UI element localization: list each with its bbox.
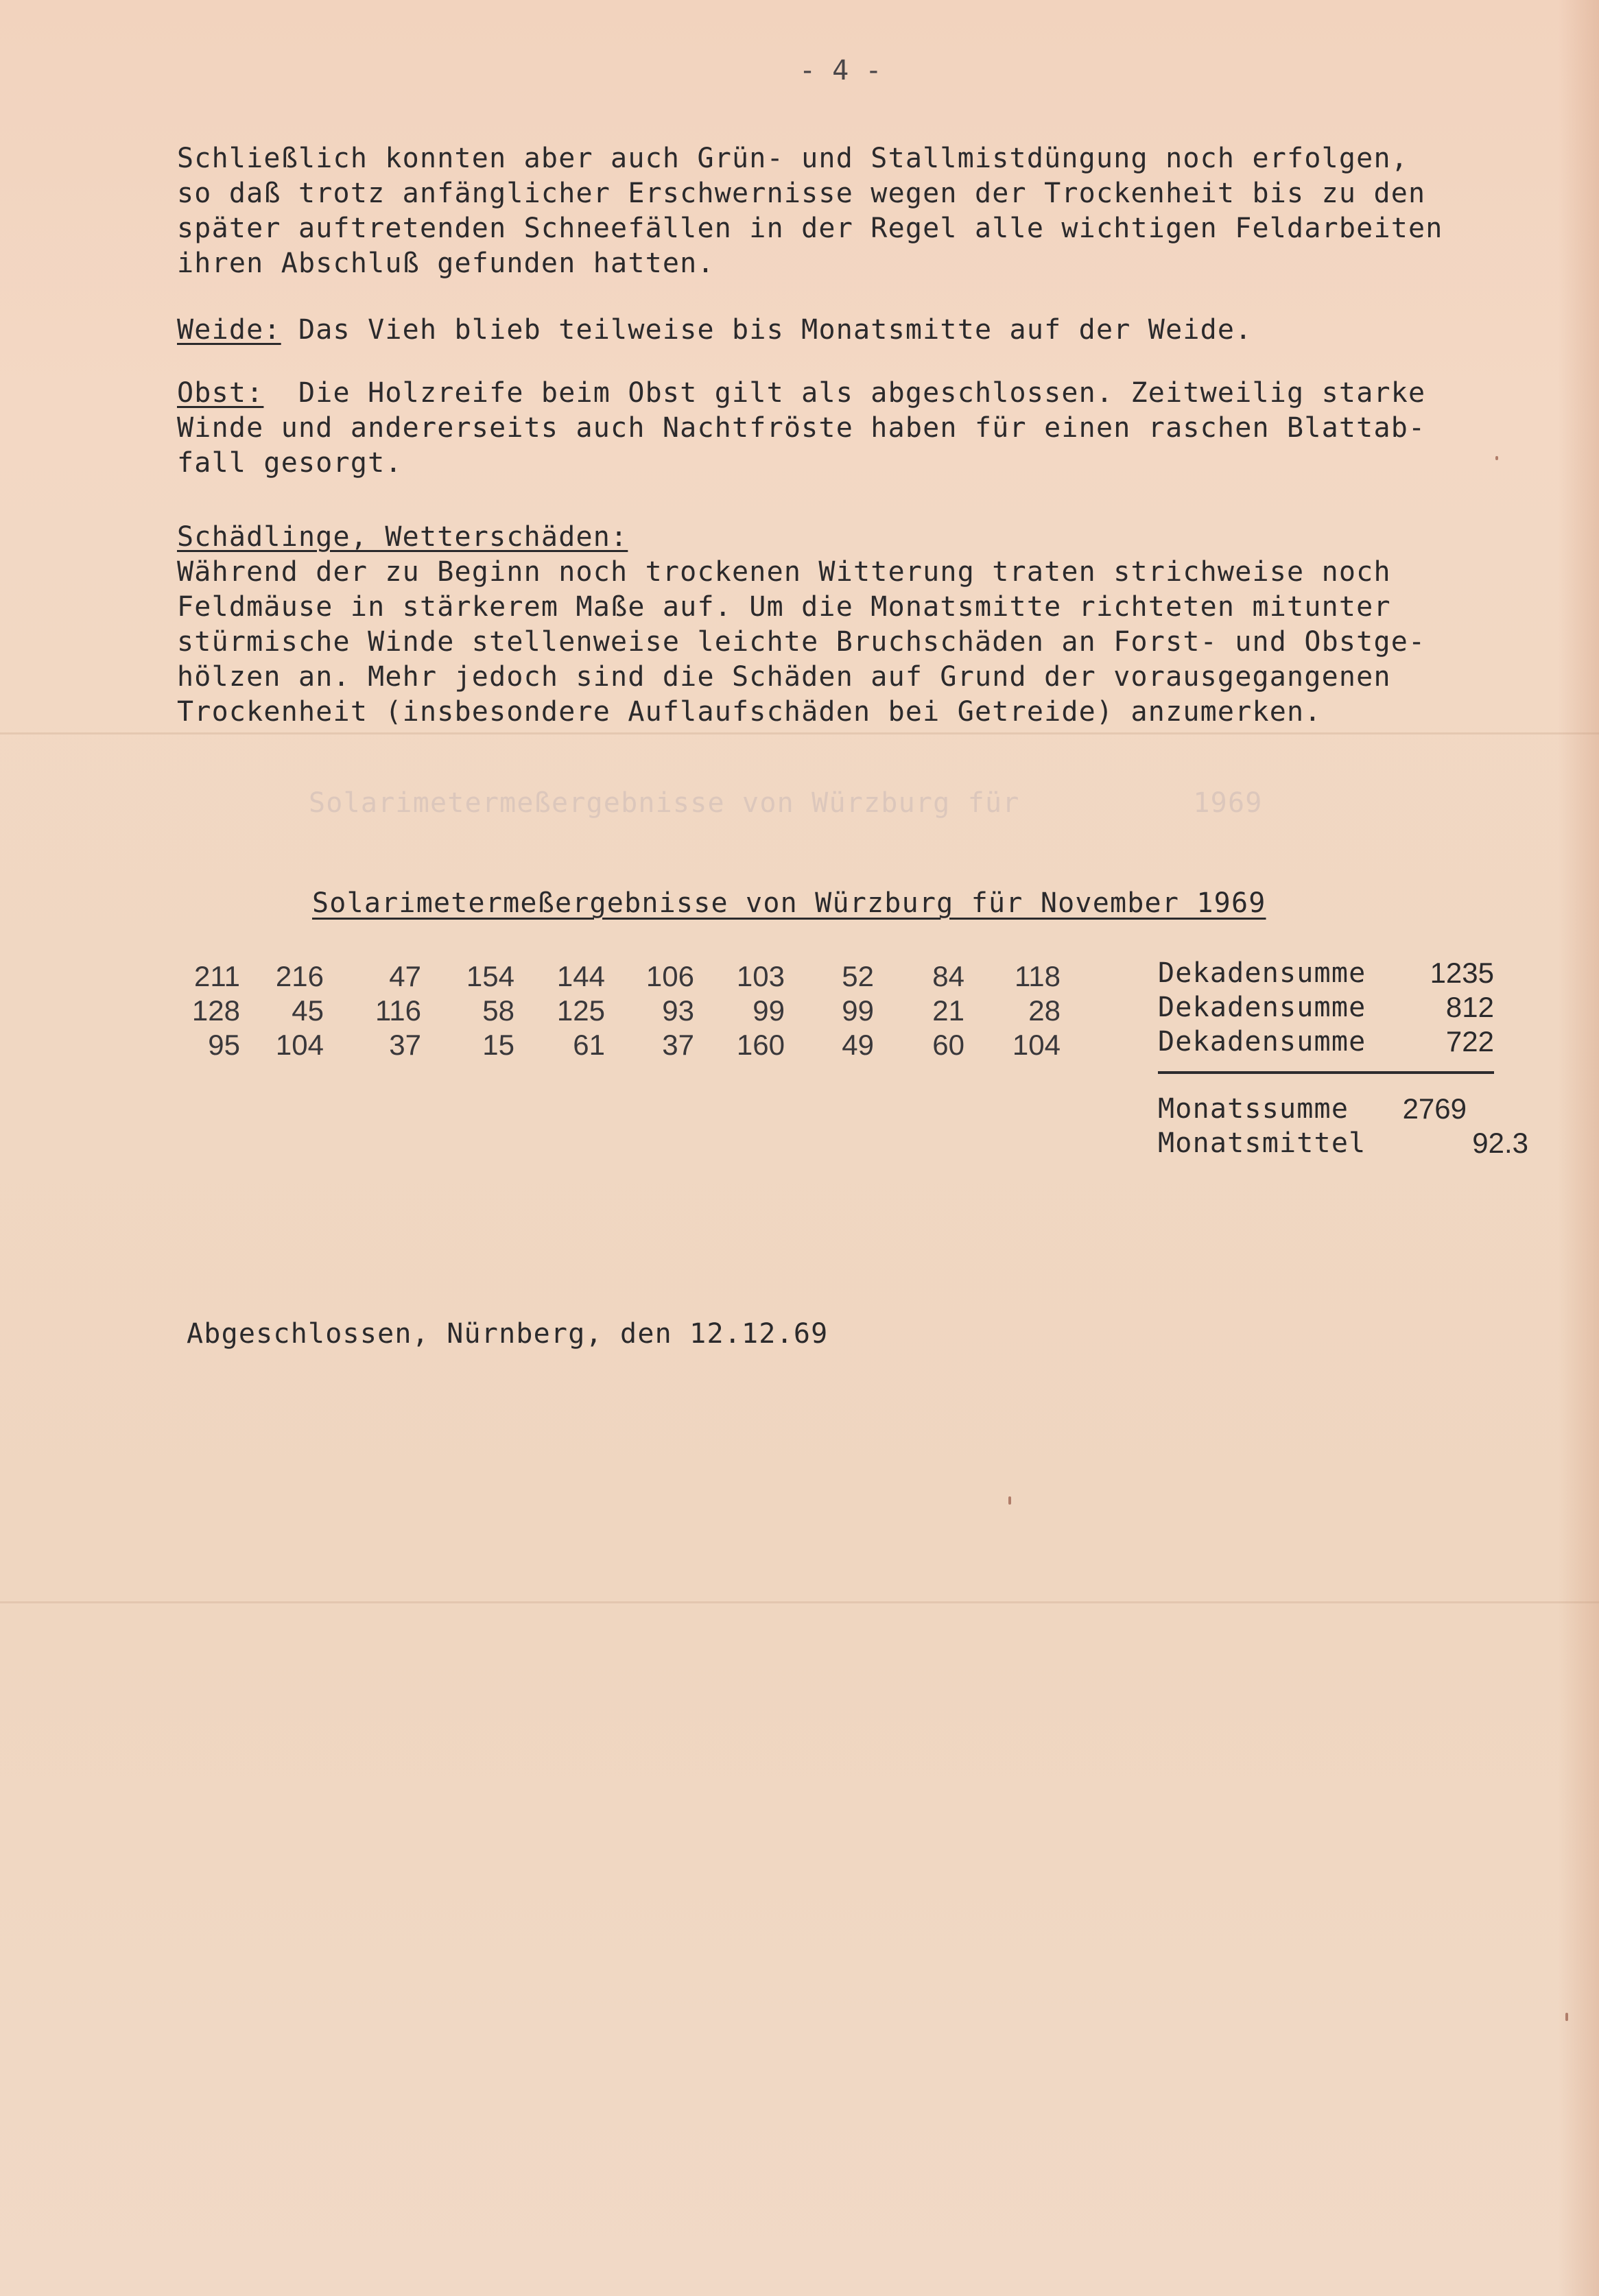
table-cell: 211	[194, 960, 240, 992]
dekade-sum-value: 1235	[1430, 957, 1494, 989]
text-line: Feldmäuse in stärkerem Maße auf. Um die Monatsmitte richteten mitunter	[177, 591, 1391, 623]
text-line: Trockenheit (insbesondere Auflaufschäden bei Getreide) anzumerken.	[177, 696, 1322, 728]
table-cell: 125	[556, 994, 605, 1027]
text-line: so daß trotz anfänglicher Erschwernisse wegen der Trockenheit bis zu den	[177, 178, 1426, 209]
dekade-sum-row	[1158, 1025, 1494, 1059]
dekade-sum-row	[1158, 990, 1494, 1025]
table-row	[165, 994, 1084, 1028]
paper-speck	[1565, 2013, 1568, 2021]
monthly-sum-row	[1158, 1092, 1494, 1126]
show-through-text: Solarimetermeßergebnisse von Würzburg für 1969	[309, 787, 1263, 819]
table-cell: 103	[736, 960, 785, 992]
schaedlinge-heading: Schädlinge, Wetterschäden:	[177, 521, 628, 553]
text-line: Schließlich konnten aber auch Grün- und Stallmistdüngung noch erfolgen,	[177, 143, 1409, 174]
monthly-mean-value: 92.3	[1472, 1127, 1528, 1159]
table-cell: 52	[842, 960, 874, 992]
table-cell: 144	[556, 960, 605, 992]
obst-heading: Obst:	[177, 377, 264, 409]
table-cell: 15	[482, 1029, 514, 1061]
obst-section	[177, 376, 1535, 481]
table-cell: 37	[389, 1029, 421, 1061]
dekade-sum-value: 812	[1445, 991, 1494, 1023]
text-line: stürmische Winde stellenweise leichte Bruchschäden an Forst- und Obstge-	[177, 626, 1426, 658]
closing-line: Abgeschlossen, Nürnberg, den 12.12.69	[187, 1318, 829, 1350]
dekade-sum-label: Dekadensumme	[1158, 1026, 1366, 1057]
paper-speck	[1008, 1496, 1011, 1505]
table-row	[165, 1028, 1084, 1062]
table-cell: 21	[932, 994, 964, 1027]
weide-heading: Weide:	[177, 314, 281, 346]
sum-rule	[1158, 1071, 1494, 1074]
table-cell: 128	[191, 994, 240, 1027]
obst-text: Die Holzreife beim Obst gilt als abgeschlossen. Zeitweilig starke	[263, 377, 1426, 409]
text-line: später auftretenden Schneefällen in der Regel alle wichtigen Feldarbeiten	[177, 213, 1443, 244]
table-cell: 49	[842, 1029, 874, 1061]
paper-speck	[1495, 456, 1498, 460]
table-cell: 37	[662, 1029, 694, 1061]
table-title: Solarimetermeßergebnisse von Würzburg für November 1969	[312, 887, 1266, 919]
dekade-sum-row	[1158, 956, 1494, 990]
text-line: Während der zu Beginn noch trockenen Witterung traten strichweise noch	[177, 556, 1391, 588]
text-line: ihren Abschluß gefunden hatten.	[177, 248, 715, 279]
table-cell: 45	[292, 994, 324, 1027]
table-cell: 154	[466, 960, 514, 992]
page-edge-shadow	[1558, 0, 1599, 2296]
monthly-sum-value: 2769	[1402, 1092, 1467, 1125]
dekade-sum-label: Dekadensumme	[1158, 957, 1366, 989]
page-number: - 4 -	[799, 55, 882, 86]
monthly-mean-label: Monatsmittel	[1158, 1127, 1366, 1159]
table-cell: 95	[208, 1029, 240, 1061]
table-cell: 106	[645, 960, 694, 992]
table-cell: 28	[1028, 994, 1061, 1027]
table-cell: 160	[736, 1029, 785, 1061]
table-cell: 58	[482, 994, 514, 1027]
schaedlinge-section	[177, 520, 1535, 730]
paper-fold	[0, 1601, 1599, 1603]
table-cell: 61	[573, 1029, 605, 1061]
table-cell: 99	[753, 994, 785, 1027]
monthly-sum-label: Monatssumme	[1158, 1093, 1349, 1125]
text-line: hölzen an. Mehr jedoch sind die Schäden auf Grund der vorausgegangenen	[177, 661, 1391, 693]
table-cell: 104	[275, 1029, 324, 1061]
table-cell: 47	[389, 960, 421, 992]
intro-paragraph	[177, 141, 1535, 281]
text-line: Winde und andererseits auch Nachtfröste haben für einen raschen Blattab-	[177, 412, 1426, 444]
monthly-mean-row	[1158, 1126, 1528, 1160]
paper-fold	[0, 732, 1599, 734]
text-line: fall gesorgt.	[177, 447, 403, 479]
table-cell: 60	[932, 1029, 964, 1061]
table-cell: 118	[1015, 960, 1061, 992]
table-cell: 99	[842, 994, 874, 1027]
weide-text: Das Vieh blieb teilweise bis Monatsmitte auf der Weide.	[281, 314, 1253, 346]
dekade-sum-value: 722	[1445, 1025, 1494, 1057]
dekade-sum-label: Dekadensumme	[1158, 992, 1366, 1023]
table-cell: 104	[1012, 1029, 1061, 1061]
table-cell: 216	[275, 960, 324, 992]
table-cell: 116	[375, 994, 421, 1027]
table-cell: 93	[662, 994, 694, 1027]
weide-section	[177, 313, 1535, 348]
table-row	[165, 959, 1084, 994]
table-cell: 84	[932, 960, 964, 992]
